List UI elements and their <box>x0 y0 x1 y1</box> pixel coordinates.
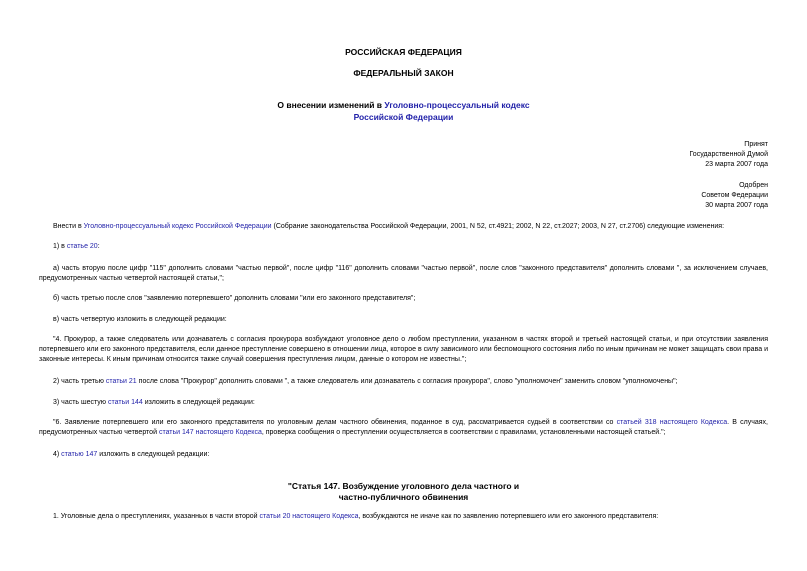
article-p1-prefix: 1. Уголовные дела о преступлениях, указанных в части второй <box>53 513 260 520</box>
item-3-text <box>39 418 768 438</box>
item-2-prefix: 2) часть третью <box>53 378 106 385</box>
intro-prefix: Внести в <box>53 223 84 230</box>
item-3-text-link-318[interactable]: статьей 318 настоящего Кодекса <box>616 419 728 426</box>
law-title-link-code[interactable]: Уголовно-процессуальный кодекс <box>384 100 530 110</box>
accepted-date: 23 марта 2007 года <box>705 161 768 168</box>
accepted-by: Государственной Думой <box>689 151 768 158</box>
item-1-link[interactable]: статье 20 <box>66 243 98 250</box>
item-1-prefix: 1) в <box>53 243 67 250</box>
approved-label: Одобрен <box>739 182 768 189</box>
item-3-link[interactable]: статьи 144 <box>108 399 143 406</box>
article-p1-link[interactable]: статьи 20 настоящего Кодекса <box>259 513 359 520</box>
country-heading: РОССИЙСКАЯ ФЕДЕРАЦИЯ <box>345 47 462 57</box>
intro-code-link[interactable]: Уголовно-процессуальный кодекс Российской Федерации <box>83 223 272 230</box>
item-3-prefix: 3) часть шестую <box>53 399 108 406</box>
item-3-suffix: изложить в следующей редакции: <box>142 399 255 406</box>
item-3-text-link-147[interactable]: статьи 147 настоящего Кодекса <box>158 429 262 436</box>
intro-suffix: (Собрание законодательства Российской Федерации, 2001, N 52, ст.4921; 2002, N 22, ст.2027; 2003, N 27, ст.2706) следующие изменения: <box>271 223 725 230</box>
doc-type-heading: ФЕДЕРАЛЬНЫЙ ЗАКОН <box>353 68 454 78</box>
item-2-link[interactable]: статьи 21 <box>105 378 137 385</box>
item-3-text-part2: . В случаях, предусмотренных частью четвертой <box>39 419 768 436</box>
item-3-text-part1: "6. Заявление потерпевшего или его законного представителя по уголовным делам частного обвинения, поданное в суд, рассматривается судьей в соответствии со <box>53 419 617 426</box>
accepted-label: Принят <box>744 141 768 148</box>
item-4 <box>39 450 768 460</box>
item-2 <box>39 377 768 387</box>
item-1 <box>39 242 768 252</box>
approved-date: 30 марта 2007 года <box>705 202 768 209</box>
item-1c: в) часть четвертую изложить в следующей редакции: <box>53 316 227 323</box>
adoption-council <box>701 181 768 211</box>
law-title-link-rf[interactable]: Российской Федерации <box>353 112 454 122</box>
intro-paragraph <box>39 222 768 232</box>
article-p1-suffix: , возбуждаются не иначе как по заявлению потерпевшего или его законного представителя: <box>358 513 659 520</box>
item-4-suffix: изложить в следующей редакции: <box>97 451 210 458</box>
item-3 <box>39 398 768 408</box>
article-heading-line2: частно-публичного обвинения <box>338 492 469 502</box>
article-147-heading <box>0 481 807 503</box>
law-title <box>0 99 807 123</box>
item-1-suffix: : <box>97 243 100 250</box>
item-4-prefix: 4) <box>53 451 62 458</box>
approved-by: Советом Федерации <box>701 192 768 199</box>
article-heading-line1: "Статья 147. Возбуждение уголовного дела частного и <box>287 481 520 491</box>
item-3-text-part3: , проверка сообщения о преступлении осуществляется в соответствии с правилами, установленными настоящей статьей."; <box>261 429 666 436</box>
item-4-link[interactable]: статью 147 <box>61 451 98 458</box>
item-1a: а) часть вторую после цифр "115" дополнить словами "частью первой", после цифр "116" дополнить словами "частью первой", после слов "законного представителя" дополнить словами ", за исключением случаев, предусмотренных частью четвертой настоящей статьи,"; <box>39 265 768 282</box>
article-147-part-1 <box>39 512 768 522</box>
item-1b: б) часть третью после слов "заявлению потерпевшего" дополнить словами "или его законного представителя"; <box>53 295 416 302</box>
item-2-suffix: после слова "Прокурор" дополнить словами ", а также следователь или дознаватель с согласия прокурора", слово "уполномочен" заменить словом "уполномочены"; <box>136 378 678 385</box>
law-title-prefix: О внесении изменений в <box>277 100 385 110</box>
adoption-duma <box>689 140 768 170</box>
item-1c-text: "4. Прокурор, а также следователь или дознаватель с согласия прокурора возбуждают уголовное дело о любом преступлении, указанном в частях второй и третьей настоящей статьи, и при отсутствии заявления потерпевшего или его законного представителя, если данное преступление совершено в отношении лица, которое в силу зависимого или беспомощного состояния либо по иным причинам не может защищать свои права и законные интересы. К иным причинам относится также случай совершения преступления лицом, данные о котором не известны."; <box>39 336 768 363</box>
